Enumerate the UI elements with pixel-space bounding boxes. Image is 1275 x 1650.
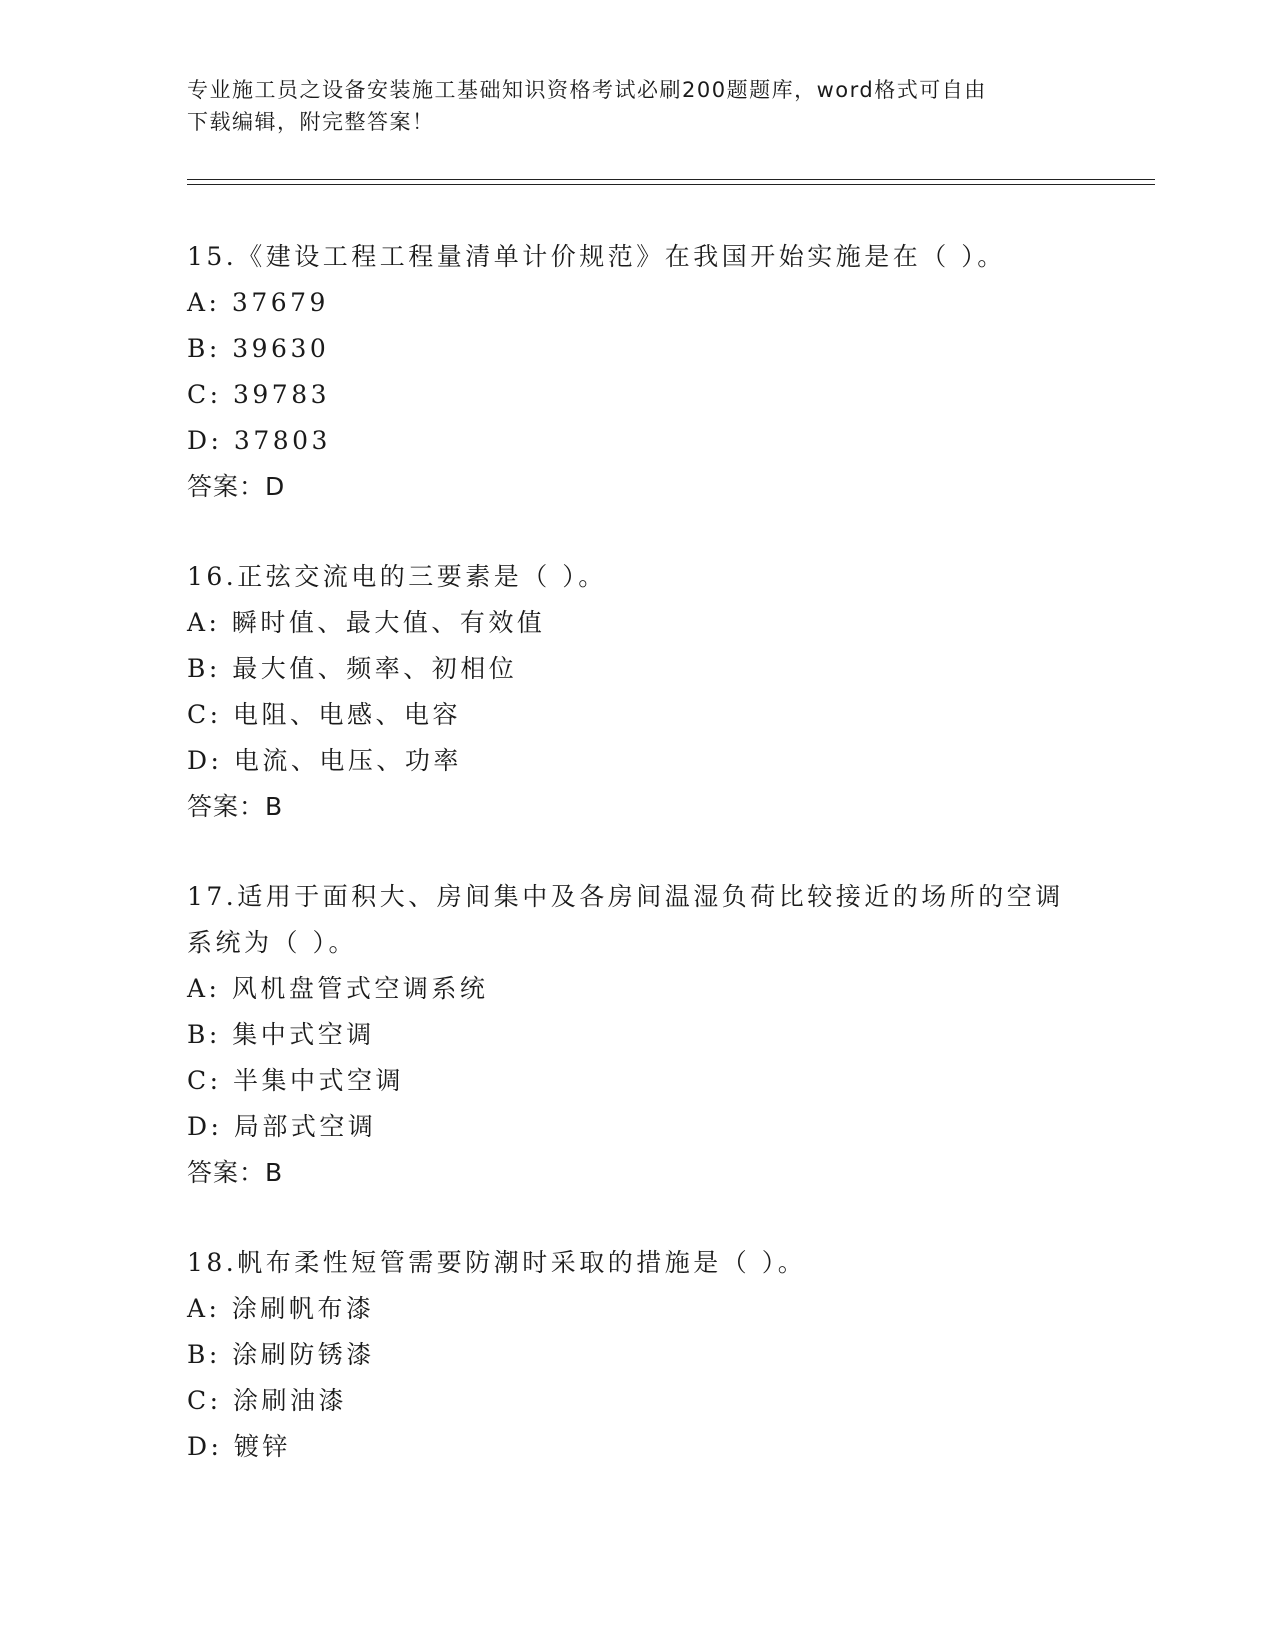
option-c: C: 半集中式空调 xyxy=(187,1066,404,1095)
question-stem: 16.正弦交流电的三要素是（ ）。 xyxy=(187,562,607,591)
answer: 答案：D xyxy=(187,472,286,501)
header-divider-bottom xyxy=(187,184,1155,185)
question-16 xyxy=(187,554,1087,830)
option-a: A: 涂刷帆布漆 xyxy=(187,1294,375,1323)
option-c: C: 39783 xyxy=(187,380,331,409)
option-d: D: 37803 xyxy=(187,426,331,455)
option-c: C: 涂刷油漆 xyxy=(187,1386,347,1415)
question-stem: 15.《建设工程工程量清单计价规范》在我国开始实施是在（ ）。 xyxy=(187,242,1006,271)
header-divider-top xyxy=(187,179,1155,180)
option-a: A: 风机盘管式空调系统 xyxy=(187,974,489,1003)
answer: 答案：B xyxy=(187,1158,284,1187)
question-stem-line-2: 系统为（ ）。 xyxy=(187,928,357,957)
option-a: A: 37679 xyxy=(187,288,329,317)
option-a: A: 瞬时值、最大值、有效值 xyxy=(187,608,546,637)
option-b: B: 39630 xyxy=(187,334,330,363)
question-15 xyxy=(187,234,1087,510)
answer: 答案：B xyxy=(187,792,284,821)
option-b: B: 最大值、频率、初相位 xyxy=(187,654,518,683)
option-c: C: 电阻、电感、电容 xyxy=(187,700,461,729)
header-line-2: 下载编辑，附完整答案！ xyxy=(187,110,435,134)
option-d: D: 局部式空调 xyxy=(187,1112,377,1141)
document-header xyxy=(187,74,1087,138)
option-d: D: 电流、电压、功率 xyxy=(187,746,462,775)
question-stem: 18.帆布柔性短管需要防潮时采取的措施是（ ）。 xyxy=(187,1248,807,1277)
question-17 xyxy=(187,874,1087,1196)
option-b: B: 涂刷防锈漆 xyxy=(187,1340,375,1369)
header-line-1: 专业施工员之设备安装施工基础知识资格考试必刷200题题库，word格式可自由 xyxy=(187,78,987,102)
question-18 xyxy=(187,1240,1087,1470)
option-d: D: 镀锌 xyxy=(187,1432,291,1461)
question-stem-line-1: 17.适用于面积大、房间集中及各房间温湿负荷比较接近的场所的空调 xyxy=(187,882,1064,911)
option-b: B: 集中式空调 xyxy=(187,1020,375,1049)
